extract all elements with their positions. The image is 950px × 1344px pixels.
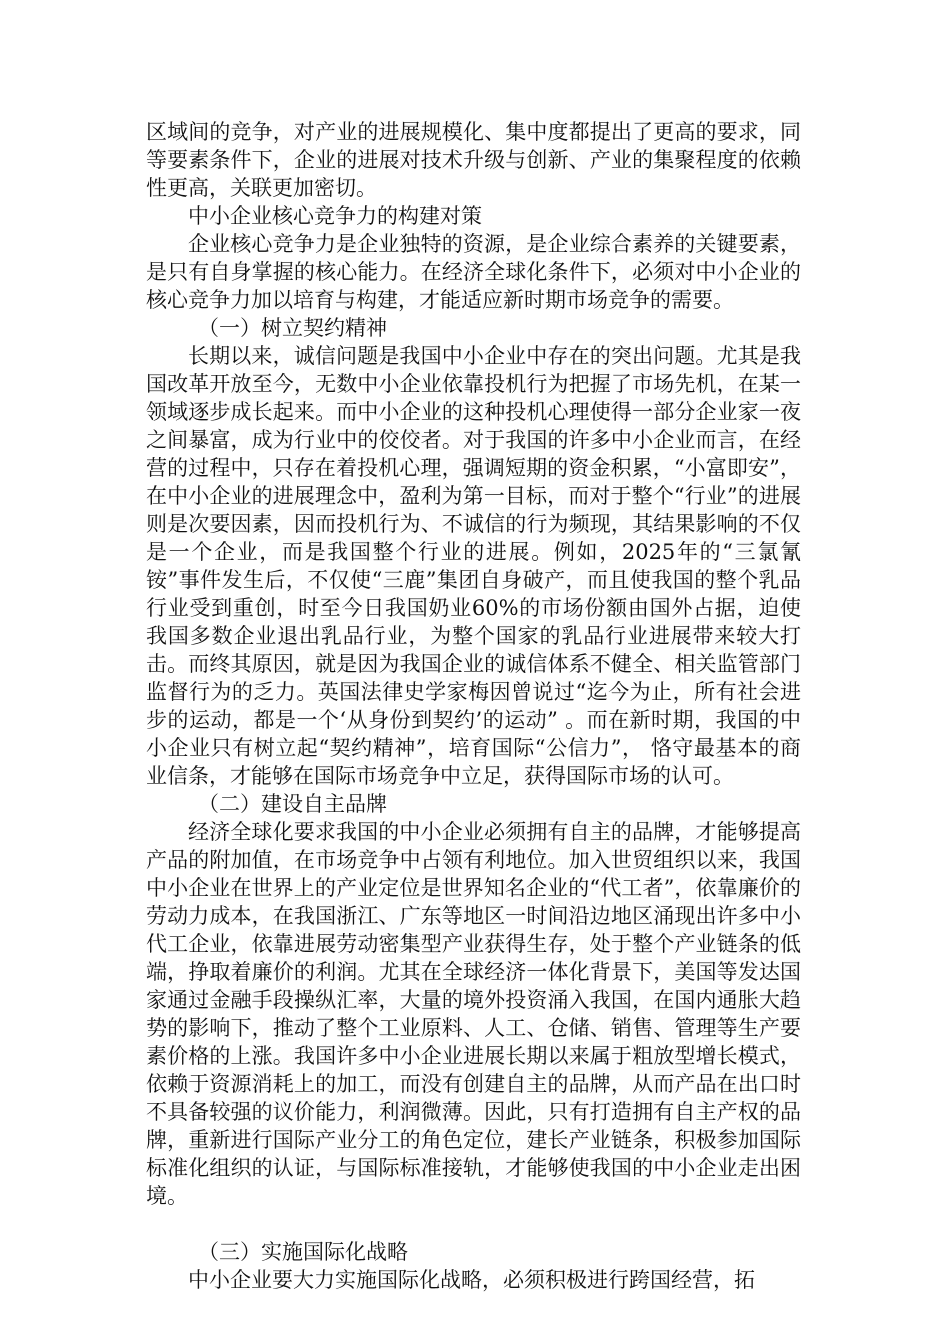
subheading-own-brand: （二）建设自主品牌 — [198, 792, 387, 816]
blank-line — [146, 1210, 801, 1238]
document-body — [146, 118, 801, 1294]
paragraph-intro-continuation: 区域间的竞争，对产业的进展规模化、集中度都提出了更高的要求，同等要素条件下，企业的进展对技术升级与创新、产业的集聚程度的依赖性更高，关联更加密切。 — [146, 120, 801, 200]
paragraph-contract-spirit: 长期以来，诚信问题是我国中小企业中存在的突出问题。尤其是我国改革开放至今，无数中小企业依靠投机行为把握了市场先机，在某一领域逐步成长起来。而中小企业的这种投机心理使得一部分企业家一夜之间暴富，成为行业中的佼佼者。对于我国的许多中小企业而言，在经营的过程中，只存在着投机心理，强调短期的资金积累，“小富即安”，在中小企业的进展理念中，盈利为第一目标，而对于整个“行业”的进展则是次要因素，因而投机行为、不诚信的行为频现，其结果影响的不仅是一个企业，而是我国整个行业的进展。例如，2025年的“三氯氰铵”事件发生后，不仅使“三鹿”集团自身破产，而且使我国的整个乳品行业受到重创，时至今日我国奶业60%的市场份额由国外占据，迫使我国多数企业退出乳品行业，为整个国家的乳品行业进展带来较大打击。而终其原因，就是因为我国企业的诚信体系不健全、相关监管部门监督行为的乏力。英国法律史学家梅因曾说过“迄今为止，所有社会进步的运动，都是一个‘从身份到契约’的运动” 。而在新时期，我国的中小企业只有树立起“契约精神”，培育国际“公信力”， 恪守最基本的商业信条，才能够在国际市场竞争中立足，获得国际市场的认可。 — [146, 344, 801, 788]
paragraph-core-competitiveness: 企业核心竞争力是企业独特的资源，是企业综合素养的关键要素，是只有自身掌握的核心能力。在经济全球化条件下，必须对中小企业的核心竞争力加以培育与构建，才能适应新时期市场竞争的需要。 — [146, 232, 801, 312]
paragraph-own-brand: 经济全球化要求我国的中小企业必须拥有自主的品牌，才能够提高产品的附加值，在市场竞争中占领有利地位。加入世贸组织以来，我国中小企业在世界上的产业定位是世界知名企业的“代工者”，依靠廉价的劳动力成本，在我国浙江、广东等地区一时间沿边地区涌现出许多中小代工企业，依靠进展劳动密集型产业获得生存，处于整个产业链条的低端，挣取着廉价的利润。尤其在全球经济一体化背景下，美国等发达国家通过金融手段操纵汇率，大量的境外投资涌入我国，在国内通胀大趋势的影响下，推动了整个工业原料、人工、仓储、销售、管理等生产要素价格的上涨。我国许多中小企业进展长期以来属于粗放型增长模式，依赖于资源消耗上的加工，而没有创建自主的品牌，从而产品在出口时不具备较强的议价能力，利润微薄。因此，只有打造拥有自主产权的品牌，重新进行国际产业分工的角色定位，建长产业链条，积极参加国际标准化组织的认证，与国际标准接轨，才能够使我国的中小企业走出困境。 — [146, 820, 801, 1208]
paragraph-internationalization: 中小企业要大力实施国际化战略，必须积极进行跨国经营，拓 — [188, 1268, 755, 1292]
subheading-internationalization: （三）实施国际化战略 — [198, 1240, 408, 1264]
section-heading-core-competitiveness: 中小企业核心竞争力的构建对策 — [188, 204, 482, 228]
subheading-contract-spirit: （一）树立契约精神 — [198, 316, 387, 340]
